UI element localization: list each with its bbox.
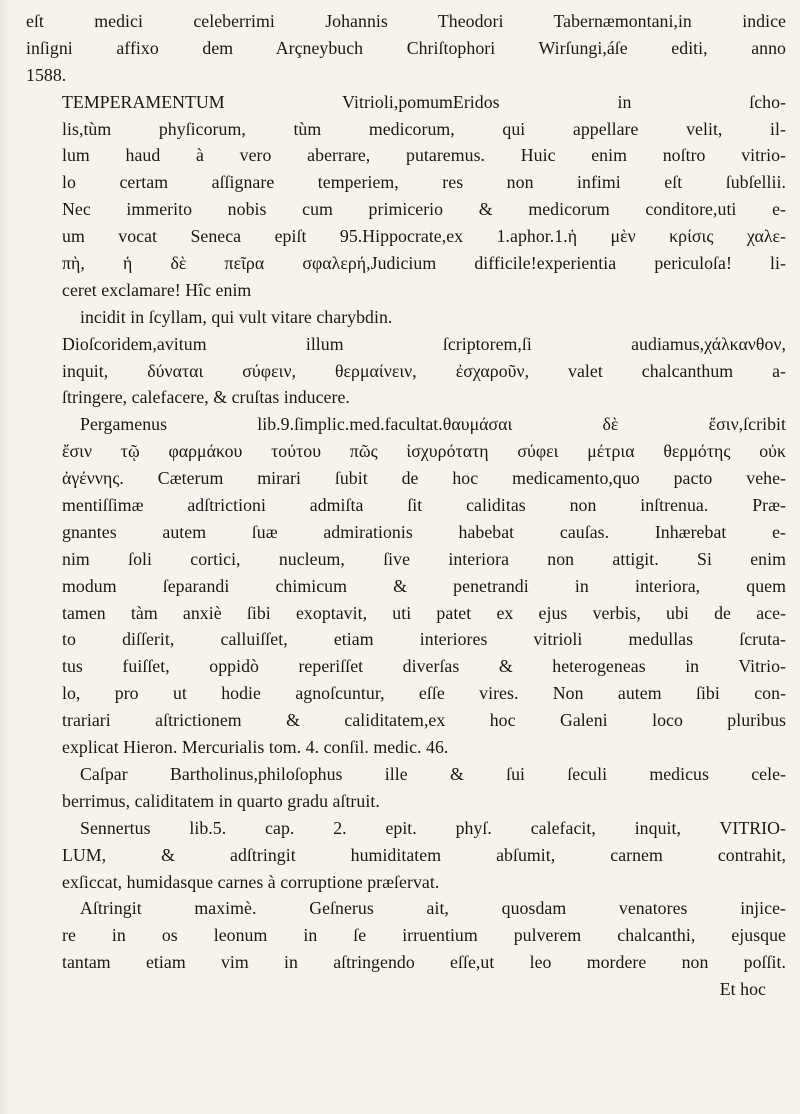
text-line: nim ſoli cortici, nucleum, ſive interiora non attigit. Si enim [62, 548, 786, 569]
text-line: Et hoc [719, 979, 766, 1000]
text-line: 1588. [26, 64, 67, 85]
text-line: Caſpar Bartholinus,philoſophus ille & ſui ſeculi medicus cele- [80, 763, 786, 784]
text-line: Nec immerito nobis cum primicerio & medicorum conditore,uti e- [62, 199, 786, 220]
text-line: lum haud à vero aberrare, putaremus. Huic enim noſtro vitrio- [62, 145, 786, 166]
text-line: Sennertus lib.5. cap. 2. epit. phyſ. calefacit, inquit, VITRIO- [80, 817, 786, 838]
text-line: um vocat Seneca epiſt 95.Hippocrate,ex 1.aphor.1.ἡ μὲν κρίσις χαλε- [62, 226, 786, 247]
text-line: inſigni affixo dem Arçneybuch Chriſtophori Wirſungi,áſe editi, anno [26, 37, 786, 58]
text-line: lo certam aſſignare temperiem, res non infimi eſt ſubſellii. [62, 172, 786, 193]
text-line: incidit in ſcyllam, qui vult vitare charybdin. [80, 306, 393, 327]
text-line: Dioſcoridem,avitum illum ſcriptorem,ſi audiamus,χάλκανθον, [62, 333, 786, 354]
text-line: ceret exclamare! Hîc enim [62, 279, 252, 300]
text-line: eſt medici celeberrimi Johannis Theodori Tabernæmontani,in indice [26, 11, 786, 31]
text-line: lo, pro ut hodie agnoſcuntur, eſſe vires. Non autem ſibi con- [62, 683, 786, 704]
text-line: explicat Hieron. Mercurialis tom. 4. conſil. medic. 46. [62, 737, 449, 758]
text-line: tantam etiam vim in aſtringendo eſſe,ut leo mordere non poſſit. [62, 952, 786, 973]
text-line: exſiccat, humidasque carnes à corruptione præſervat. [62, 871, 440, 892]
text-line: mentiſſimæ adſtrictioni admiſta ſit caliditas non inſtrenua. Præ- [62, 495, 786, 516]
text-line: modum ſeparandi chimicum & penetrandi in interiora, quem [62, 575, 786, 596]
text-line: re in os leonum in ſe irruentium pulverem chalcanthi, ejusque [62, 925, 786, 946]
text-line: gnantes autem ſuæ admirationis habebat cauſas. Inhærebat e- [62, 521, 786, 542]
text-line: lis,tùm phyſicorum, tùm medicorum, qui appellare velit, il- [62, 118, 786, 139]
text-line: TEMPERAMENTUM Vitrioli,pomumEridos in ſcho- [62, 91, 786, 112]
text-line: πὴ, ἡ δὲ πεῖρα σφαλερή,Judicium difficile!experientia periculoſa! li- [62, 253, 786, 274]
text-line: LUM, & adſtringit humiditatem abſumit, carnem contrahit, [62, 844, 786, 865]
text-line: ſtringere, calefacere, & cruſtas inducere. [62, 387, 350, 408]
text-line: ἀγέννης. Cæterum mirari ſubit de hoc medicamento,quo pacto vehe- [62, 468, 786, 489]
text-line: to diſſerit, calluiſſet, etiam interiores vitrioli medullas ſcruta- [62, 629, 786, 650]
text-line: inquit, δύναται σύφειν, θερμαίνειν, ἐσχαροῦν, valet chalcanthum a- [62, 360, 786, 381]
text-line: ἔσιν τῷ φαρμάκου τούτου πῶς ἰσχυρότατη σύφει μέτρια θερμότης οὐκ [62, 441, 786, 462]
page-fold-shadow [0, 0, 10, 1114]
text-line: tus fuiſſet, oppidò reperiſſet diverſas & heterogeneas in Vitrio- [62, 656, 786, 677]
page-body-text [26, 8, 786, 1003]
text-line: Aſtringit maximè. Geſnerus ait, quosdam venatores injice- [80, 898, 786, 919]
text-line: tamen tàm anxiè ſibi exoptavit, uti patet ex ejus verbis, ubi de ace- [62, 602, 786, 623]
text-line: trariari aſtrictionem & caliditatem,ex hoc Galeni loco pluribus [62, 710, 786, 731]
text-line: berrimus, caliditatem in quarto gradu aſtruit. [62, 790, 380, 811]
text-line: Pergamenus lib.9.ſimplic.med.facultat.θαυμάσαι δὲ ἔσιν,ſcribit [80, 414, 786, 435]
